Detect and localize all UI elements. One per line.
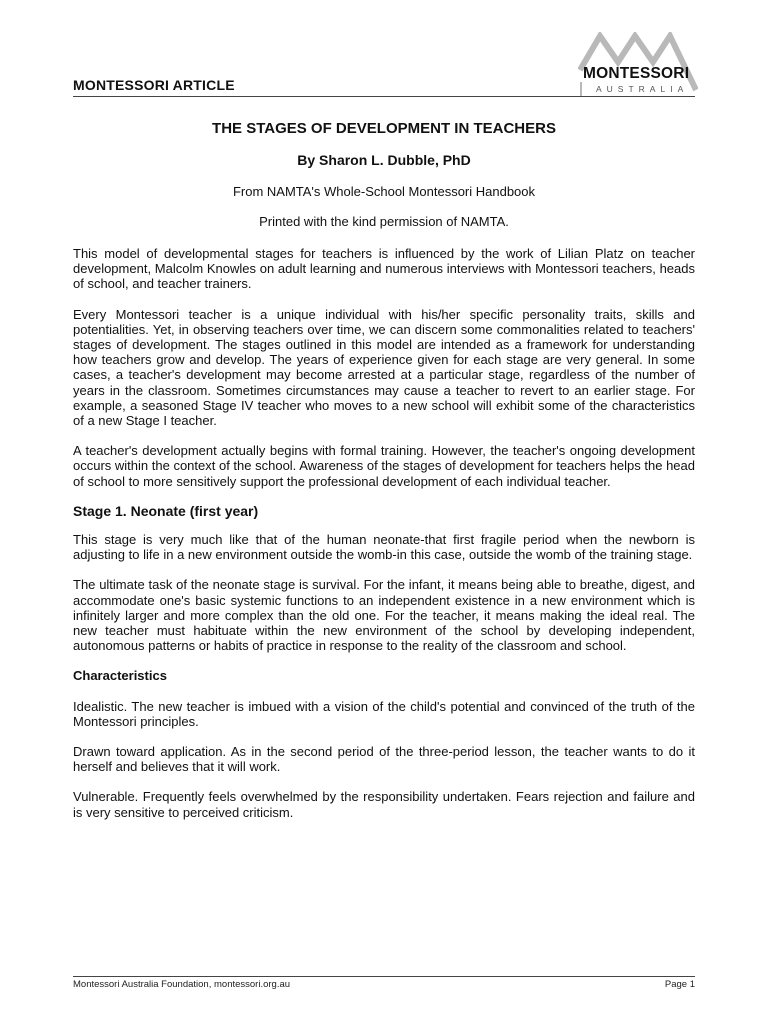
characteristic-item: Idealistic. The new teacher is imbued with a vision of the child's potential and convinced of the truth of the Montessori principles.: [73, 698, 695, 729]
article-body: [73, 246, 695, 835]
intro-paragraph: Every Montessori teacher is a unique individual with his/her specific personality traits, skills and potentialities. Yet, in observing teachers over time, we can discern some commonalities related to teachers' stages of development. The stages outlined in this model are intended as a framework for understanding how teachers grow and develop. The years of experience given for each stage are very general. In some cases, a teacher's development may become arrested at a particular stage, regardless of the number of years in the classroom. Sometimes circumstances may cause a teacher to revert to an earlier stage. For example, a seasoned Stage IV teacher who moves to a new school will exhibit some of the characteristics of a new Stage I teacher.: [73, 306, 695, 429]
logo-wordmark: MONTESSORI: [583, 65, 690, 82]
intro-paragraph: A teacher's development actually begins with formal training. However, the teacher's ongoing development occurs within the context of the school. Awareness of the stages of development for teachers helps the head of school to more sensitively support the professional development of each individual teacher.: [73, 443, 695, 489]
intro-paragraph: This model of developmental stages for teachers is influenced by the work of Lilian Platz on teacher development, Malcolm Knowles on adult learning and numerous interviews with Montessori teachers, heads of school, and teacher trainers.: [73, 246, 695, 292]
stage1-paragraph: The ultimate task of the neonate stage is survival. For the infant, it means being able to breathe, digest, and accommodate one's basic systemic functions to an independent existence in a new environment which is infinitely larger and more complex than the old one. For the teacher, it means making the ideal real. The new teacher must habituate within the new environment of the school by developing independent, autonomous patterns or habits of practice in response to the reality of the classroom and school.: [73, 577, 695, 654]
footer-organization: Montessori Australia Foundation, montessori.org.au: [73, 979, 291, 990]
article-permission: Printed with the kind permission of NAMTA.: [259, 214, 509, 229]
article-author: By Sharon L. Dubble, PhD: [297, 152, 471, 168]
article-title: THE STAGES OF DEVELOPMENT IN TEACHERS: [212, 120, 556, 137]
logo-subtitle: AUSTRALIA: [596, 84, 689, 94]
header-divider: [73, 96, 695, 97]
stage1-heading: Stage 1. Neonate (first year): [73, 502, 259, 519]
stage1-paragraph: This stage is very much like that of the human neonate-that first fragile period when the newborn is adjusting to life in a new environment outside the womb-in this case, outside the womb of the training stage.: [73, 532, 695, 563]
footer-page-number: Page 1: [664, 979, 695, 990]
article-source: From NAMTA's Whole-School Montessori Handbook: [232, 184, 536, 199]
characteristics-heading: Characteristics: [73, 668, 167, 684]
characteristic-item: Drawn toward application. As in the second period of the three-period lesson, the teacher wants to do it herself and believes that it will work.: [73, 744, 695, 775]
header-label: MONTESSORI ARTICLE: [73, 77, 235, 93]
footer-divider: [73, 976, 695, 977]
characteristic-item: Vulnerable. Frequently feels overwhelmed by the responsibility undertaken. Fears rejection and failure and is very sensitive to perceived criticism.: [73, 789, 695, 820]
